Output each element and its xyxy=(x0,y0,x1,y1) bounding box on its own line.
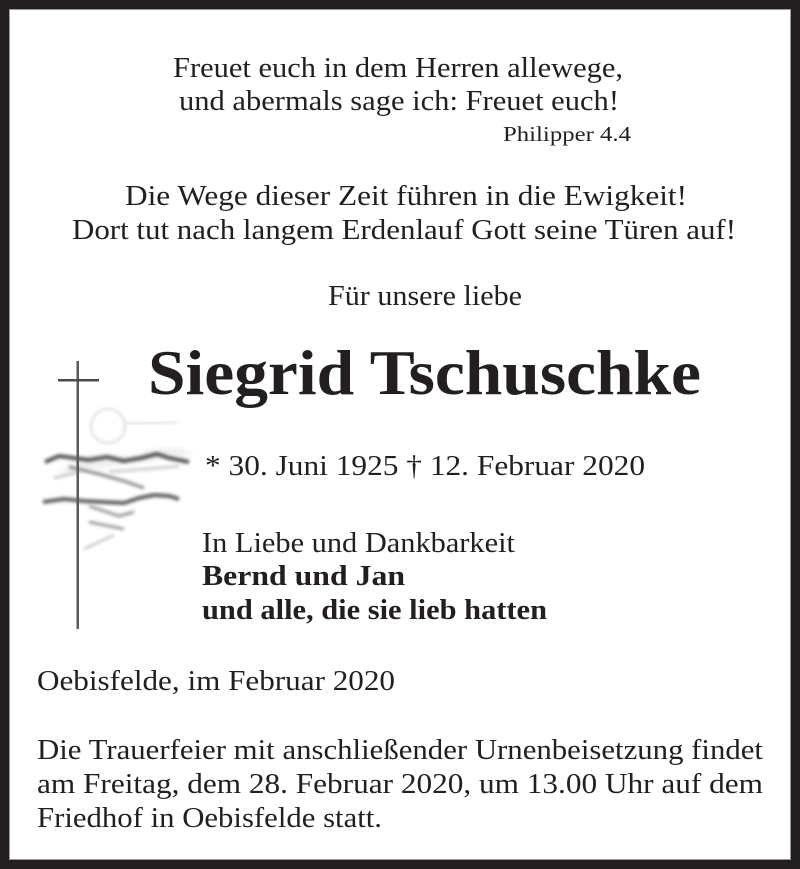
funeral-notice-line-2: am Freitag, dem 28. Februar 2020, um 13.00 Uhr auf dem xyxy=(37,768,764,800)
funeral-notice-line-3: Friedhof in Oebisfelde statt. xyxy=(37,802,382,834)
verse-line-1: Freuet euch in dem Herren allewege, xyxy=(173,52,623,84)
obituary-notice xyxy=(9,9,791,860)
cross-icon xyxy=(58,361,99,629)
cross-landscape-illustration xyxy=(29,354,209,639)
funeral-notice-line-1: Die Trauerfeier mit anschließender Urnenbeisetzung findet xyxy=(37,734,763,766)
verse-line-2: und abermals sage ich: Freuet euch! xyxy=(179,85,619,117)
landscape-icon xyxy=(43,448,194,549)
poem-line-1: Die Wege dieser Zeit führen in die Ewigkeit! xyxy=(125,180,687,212)
verse-reference: Philipper 4.4 xyxy=(503,122,631,146)
mourners-intro: In Liebe und Dankbarkeit xyxy=(202,527,515,559)
deceased-name: Siegrid Tschuschke xyxy=(148,337,701,408)
mourners-names: Bernd und Jan xyxy=(202,560,405,592)
mourners-others: und alle, die sie lieb hatten xyxy=(202,594,547,626)
life-dates: * 30. Juni 1925 † 12. Februar 2020 xyxy=(205,450,645,482)
sun-icon xyxy=(91,409,179,443)
intro-text: Für unsere liebe xyxy=(328,280,522,312)
poem-line-2: Dort tut nach langem Erdenlauf Gott seine Türen auf! xyxy=(72,214,736,246)
place-date: Oebisfelde, im Februar 2020 xyxy=(37,665,396,697)
